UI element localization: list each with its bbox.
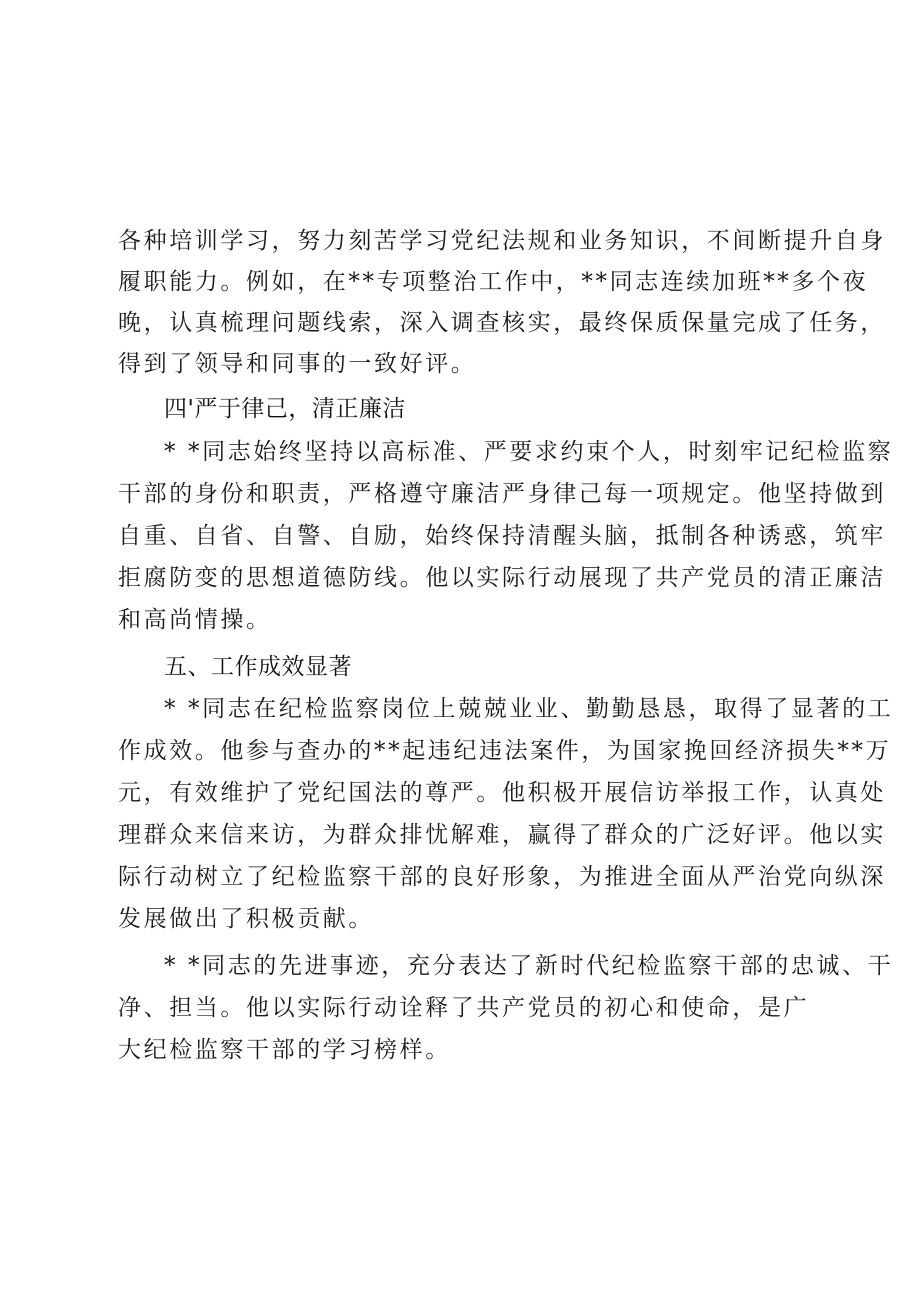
body-text-line: * *同志的先进事迹，充分表达了新时代纪检监察干部的忠诚、干 [164, 953, 894, 979]
section-heading-4: 四'严于律己，清正廉洁 [164, 396, 406, 422]
body-text-line: 作成效。他参与查办的**起违纪违法案件，为国家挽回经济损失**万 [118, 738, 892, 764]
body-text-line: 净、担当。他以实际行动诠释了共产党员的初心和使命，是广 [118, 995, 810, 1021]
body-text-line: 大纪检监察干部的学习榜样。 [118, 1037, 451, 1063]
body-text-line: 履职能力。例如，在**专项整治工作中，**同志连续加班**多个夜 [118, 269, 869, 295]
body-text-line: 干部的身份和职责，严格遵守廉洁严身律己每一项规定。他坚持做到 [118, 481, 886, 507]
body-text-line: 各种培训学习，努力刻苦学习党纪法规和业务知识，不间断提升自身 [118, 228, 886, 254]
body-text-line: 拒腐防变的思想道德防线。他以实际行动展现了共产党员的清正廉洁 [118, 565, 886, 591]
body-text-line: 和高尚情操。 [118, 607, 272, 633]
body-text-line: 元，有效维护了党纪国法的尊严。他积极开展信访举报工作，认真处 [118, 780, 886, 806]
body-text-line: 晚，认真梳理问题线索，深入调查核实，最终保质保量完成了任务， [118, 310, 886, 336]
body-text-line: * *同志始终坚持以高标准、严要求约束个人，时刻牢记纪检监察 [164, 439, 894, 465]
section-heading-5: 五、工作成效显著 [164, 654, 352, 680]
body-text-line: 际行动树立了纪检监察干部的良好形象，为推进全面从严治党向纵深 [118, 864, 886, 890]
body-text-line: 自重、自省、自警、自励，始终保持清醒头脑，抵制各种诱惑，筑牢 [118, 523, 886, 549]
body-text-line: 理群众来信来访，为群众排忧解难，赢得了群众的广泛好评。他以实 [118, 822, 886, 848]
body-text-line: 得到了领导和同事的一致好评。 [118, 351, 477, 377]
body-text-line: * *同志在纪检监察岗位上兢兢业业、勤勤恳恳，取得了显著的工 [164, 696, 894, 722]
body-text-line: 发展做出了积极贡献。 [118, 906, 374, 932]
